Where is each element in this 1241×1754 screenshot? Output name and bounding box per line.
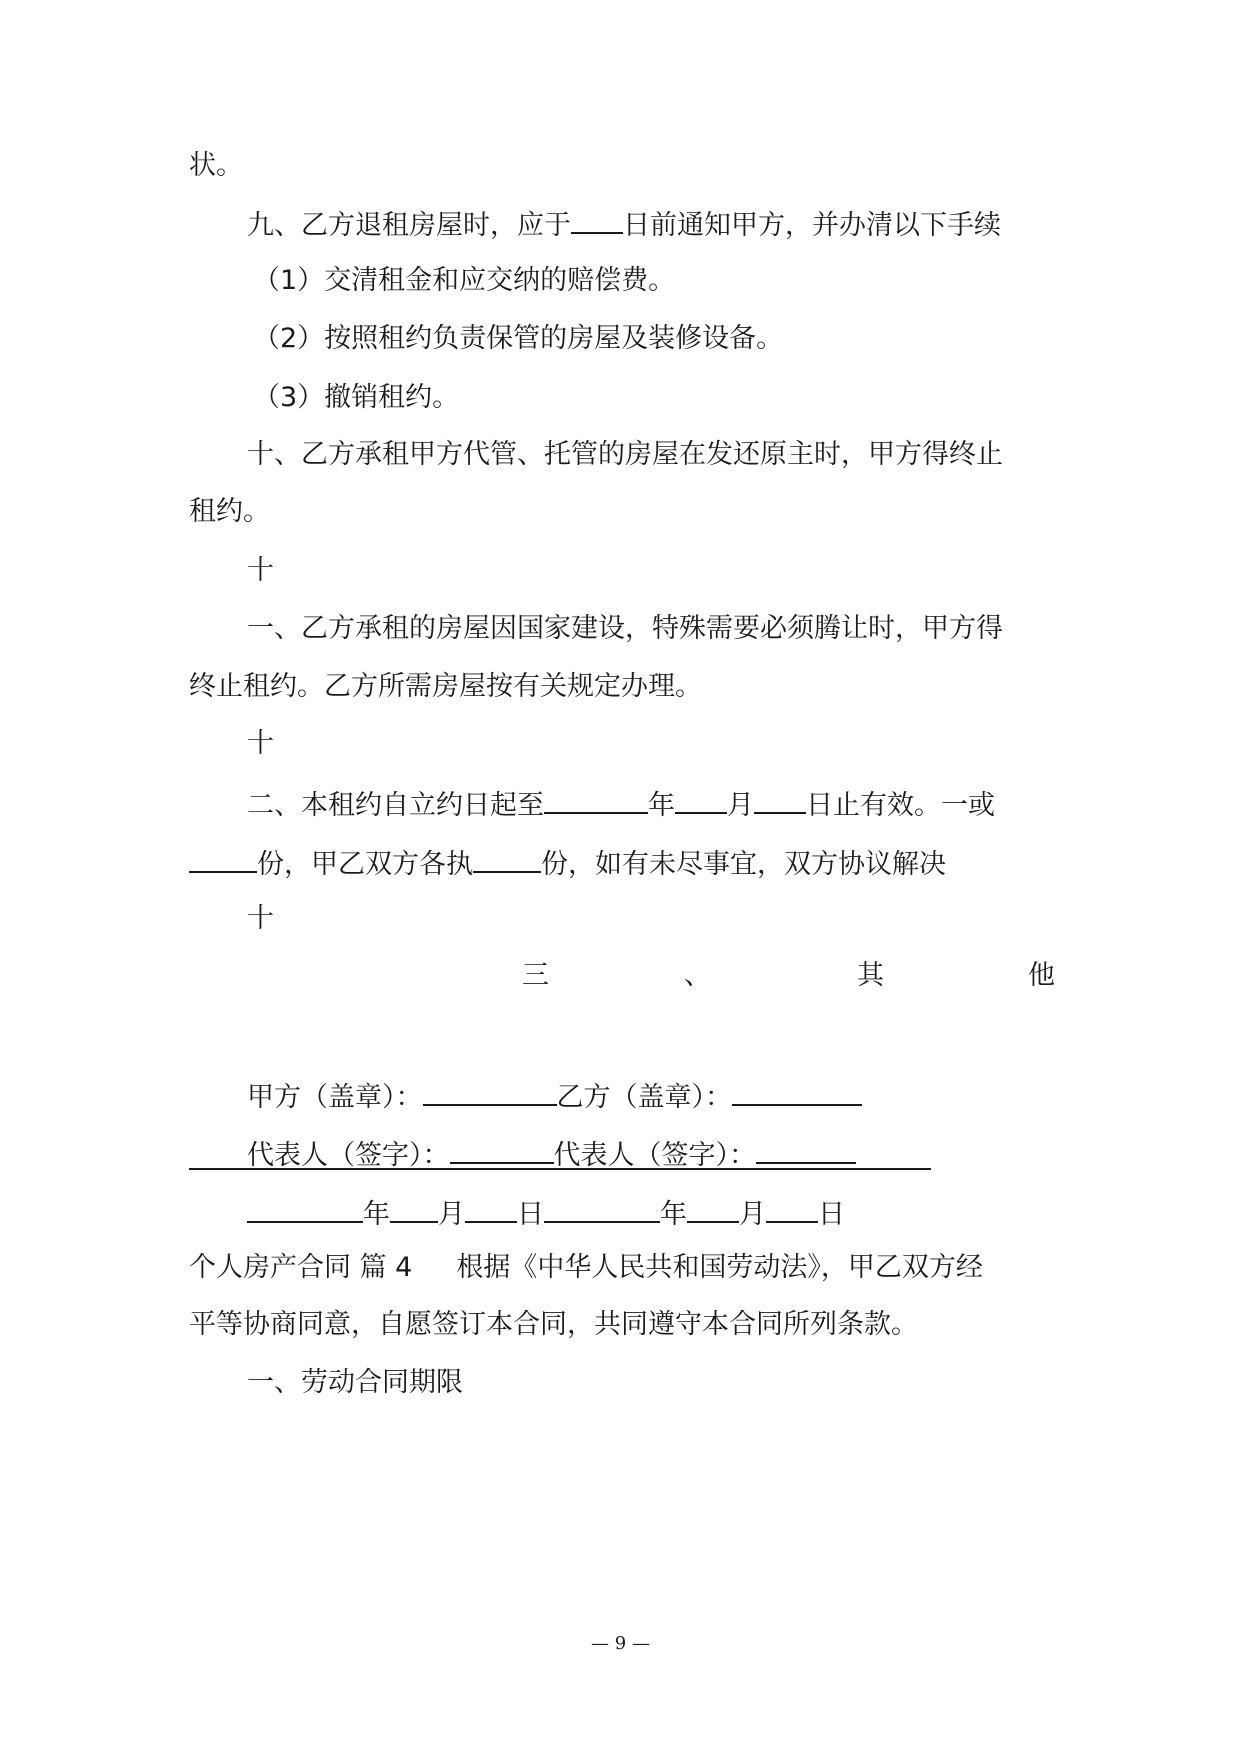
text-fragment: 份，如有未尽事宜，双方协议解决: [541, 849, 946, 880]
text-fragment: 十、乙方承租甲方代管、托管的房屋在发还原主时，甲方得终止: [247, 439, 1003, 470]
text-line: [189, 843, 1055, 883]
text-fragment: 乙方（盖章）：: [556, 1082, 732, 1113]
text-fragment: 甲方（盖章）：: [247, 1082, 423, 1113]
text-fragment: 三: [522, 960, 549, 991]
text-fragment: 二、本租约自立约日起至: [247, 790, 544, 821]
fill-blank[interactable]: [473, 843, 541, 873]
text-fragment: 一、乙方承租的房屋因国家建设，特殊需要必须腾让时，甲方得: [247, 613, 1003, 644]
text-fragment: 根据《中华人民共和国劳动法》，甲乙双方经: [456, 1252, 983, 1283]
text-fragment: 租约。: [189, 496, 270, 527]
section-heading-line: [189, 1250, 1055, 1286]
fill-blank[interactable]: [754, 784, 806, 814]
text-line: [189, 148, 1055, 184]
text-fragment: 十: [247, 555, 274, 586]
text-fragment: 年: [648, 790, 675, 821]
text-fragment: 状。: [189, 150, 243, 181]
fill-blank[interactable]: [450, 1134, 554, 1164]
clause-10: [247, 437, 1055, 473]
text-fragment: （3）撤销租约。: [253, 382, 460, 413]
fill-blank[interactable]: [544, 784, 648, 814]
text-fragment: 、: [684, 960, 711, 991]
fill-blank[interactable]: [423, 1076, 557, 1106]
fill-blank[interactable]: [544, 1193, 660, 1223]
text-line: [247, 553, 1055, 589]
signature-rep-line: [247, 1134, 1055, 1174]
text-fragment: 十: [247, 728, 274, 759]
text-fragment: 月: [739, 1199, 766, 1230]
text-fragment: 年: [660, 1199, 687, 1230]
text-fragment: 日前通知甲方，并办清以下手续: [623, 210, 1001, 241]
fill-blank[interactable]: [766, 1193, 818, 1223]
text-fragment: 份，甲乙双方各执: [257, 849, 473, 880]
list-item: [253, 263, 1055, 299]
text-line: [189, 669, 1055, 705]
fill-blank[interactable]: [732, 1076, 862, 1106]
clause-9: [247, 204, 1055, 244]
list-item: [253, 321, 1055, 357]
signature-seal-line: [247, 1076, 1055, 1116]
fill-blank[interactable]: [189, 843, 257, 873]
text-fragment: 月: [727, 790, 754, 821]
text-fragment: 其: [857, 960, 884, 991]
fill-blank[interactable]: [390, 1193, 438, 1223]
text-fragment: 九、乙方退租房屋时，应于: [247, 210, 571, 241]
text-fragment: 一、劳动合同期限: [247, 1367, 463, 1398]
text-fragment: 平等协商同意，自愿签订本合同，共同遵守本合同所列条款。: [189, 1309, 918, 1340]
text-fragment: 日止有效。一或: [806, 790, 995, 821]
fill-blank[interactable]: [756, 1134, 856, 1164]
section-title: 个人房产合同 篇 4: [189, 1252, 413, 1283]
text-fragment: （2）按照租约负责保管的房屋及装修设备。: [253, 323, 784, 354]
text-line: [189, 1307, 1055, 1343]
text-fragment: （1）交清租金和应交纳的赔偿费。: [253, 265, 676, 296]
text-line: [247, 901, 1055, 937]
clause-12: [247, 784, 1055, 824]
text-fragment: 日: [517, 1199, 544, 1230]
fill-blank[interactable]: [465, 1193, 517, 1223]
text-fragment: 他: [1028, 960, 1055, 991]
list-item: [253, 380, 1055, 416]
text-fragment: 月: [438, 1199, 465, 1230]
text-line: [247, 726, 1055, 762]
text-fragment: 十: [247, 903, 274, 934]
text-fragment: 代表人（签字）：: [553, 1140, 756, 1171]
fill-blank[interactable]: [571, 204, 623, 234]
text-fragment: 年: [363, 1199, 390, 1230]
fill-blank[interactable]: [687, 1193, 739, 1223]
fill-blank[interactable]: [247, 1193, 363, 1223]
signature-date-line: [247, 1193, 1055, 1233]
fill-blank[interactable]: [675, 784, 727, 814]
clause-11: [247, 611, 1055, 647]
text-fragment: 终止租约。乙方所需房屋按有关规定办理。: [189, 671, 702, 702]
text-line: [189, 494, 1055, 530]
page-number: — 9 —: [591, 1633, 650, 1654]
text-fragment: 日: [818, 1199, 845, 1230]
text-line: [247, 1365, 1055, 1401]
text-fragment: 代表人（签字）：: [247, 1140, 450, 1171]
